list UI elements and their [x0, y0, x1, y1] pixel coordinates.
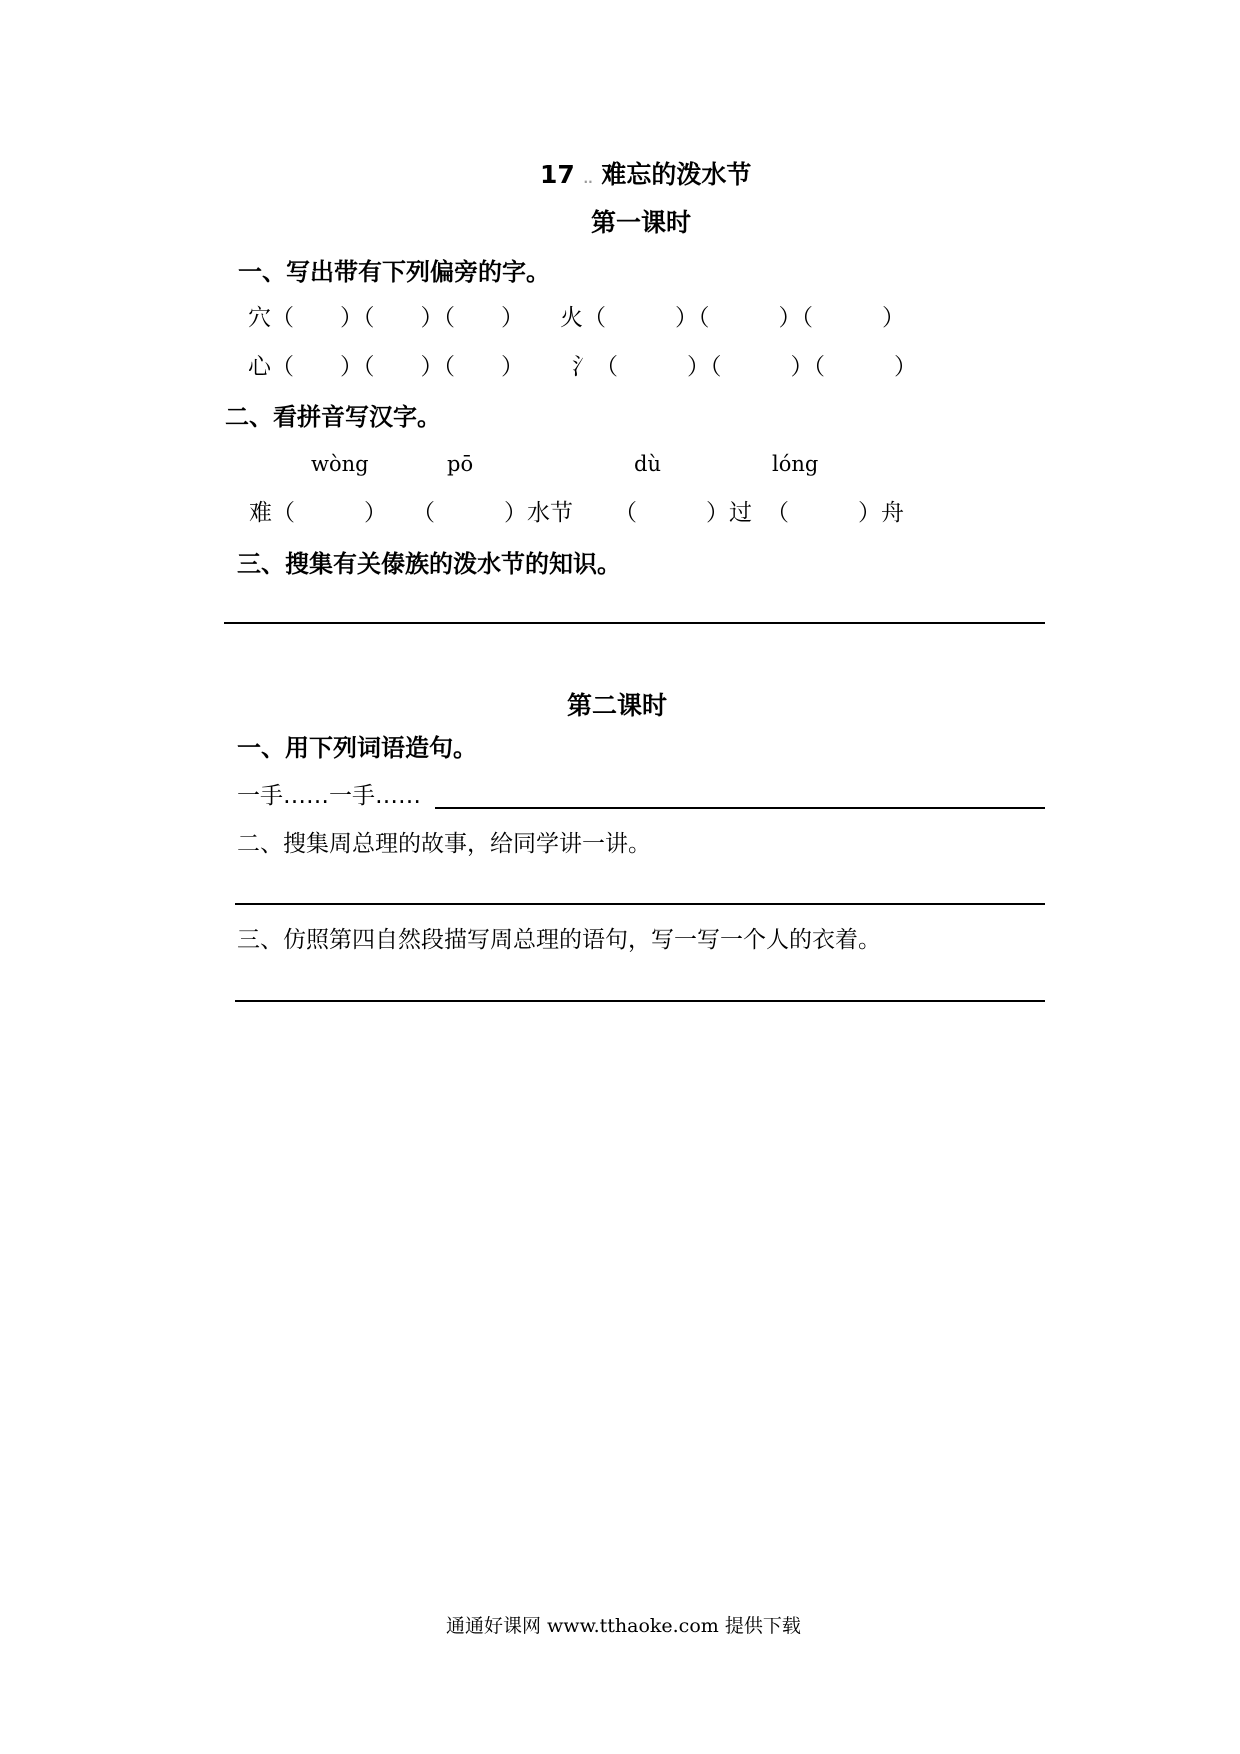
s2-q3-title: 三、仿照第四自然段描写周总理的语句，写一写一个人的衣着。 — [237, 927, 881, 953]
s1-q3-answer-line[interactable] — [224, 622, 1045, 624]
pinyin-4: lóng — [772, 452, 819, 476]
s1-q2-title: 二、看拼音写汉字。 — [225, 403, 441, 431]
s1-q1-title: 一、写出带有下列偏旁的字。 — [238, 258, 550, 286]
s2-q1-title: 一、用下列词语造句。 — [237, 734, 477, 762]
footer-credit: 通通好课网 www.tthaoke.com 提供下载 — [446, 1615, 801, 1637]
s1-q1-row2-left: 心（ ）（ ）（ ） — [248, 354, 524, 380]
section1-heading: 第一课时 — [591, 208, 692, 237]
pinyin-item-2: （ ）水节 — [412, 500, 573, 526]
s1-q3-title: 三、搜集有关傣族的泼水节的知识。 — [237, 550, 621, 578]
pinyin-3: dù — [634, 452, 661, 476]
s2-q2-title: 二、搜集周总理的故事，给同学讲一讲。 — [237, 831, 651, 857]
section2-heading: 第二课时 — [567, 691, 668, 720]
pinyin-item-4: （ ）舟 — [766, 500, 904, 526]
s1-q1-row1-right: 火（ ）（ ）（ ） — [560, 305, 905, 331]
pinyin-item-1: 难（ ） — [249, 500, 387, 526]
pinyin-1: wòng — [311, 452, 369, 476]
lesson-title-line — [540, 162, 751, 187]
lesson-number: 17 — [540, 160, 575, 189]
s2-q2-answer-line[interactable] — [235, 903, 1045, 905]
pinyin-2: pō — [447, 452, 474, 476]
lesson-title: 难忘的泼水节 — [601, 160, 752, 189]
s1-q1-row1-left: 穴（ ）（ ）（ ） — [248, 305, 524, 331]
s1-q1-row2-right: 氵（ ）（ ）（ ） — [572, 354, 917, 380]
title-spacer: .. — [583, 172, 593, 186]
pinyin-item-3: （ ）过 — [614, 500, 752, 526]
s2-q1-prompt: 一手……一手…… — [237, 783, 421, 809]
s2-q1-answer-line[interactable] — [435, 807, 1045, 809]
s2-q3-answer-line[interactable] — [235, 1000, 1045, 1002]
